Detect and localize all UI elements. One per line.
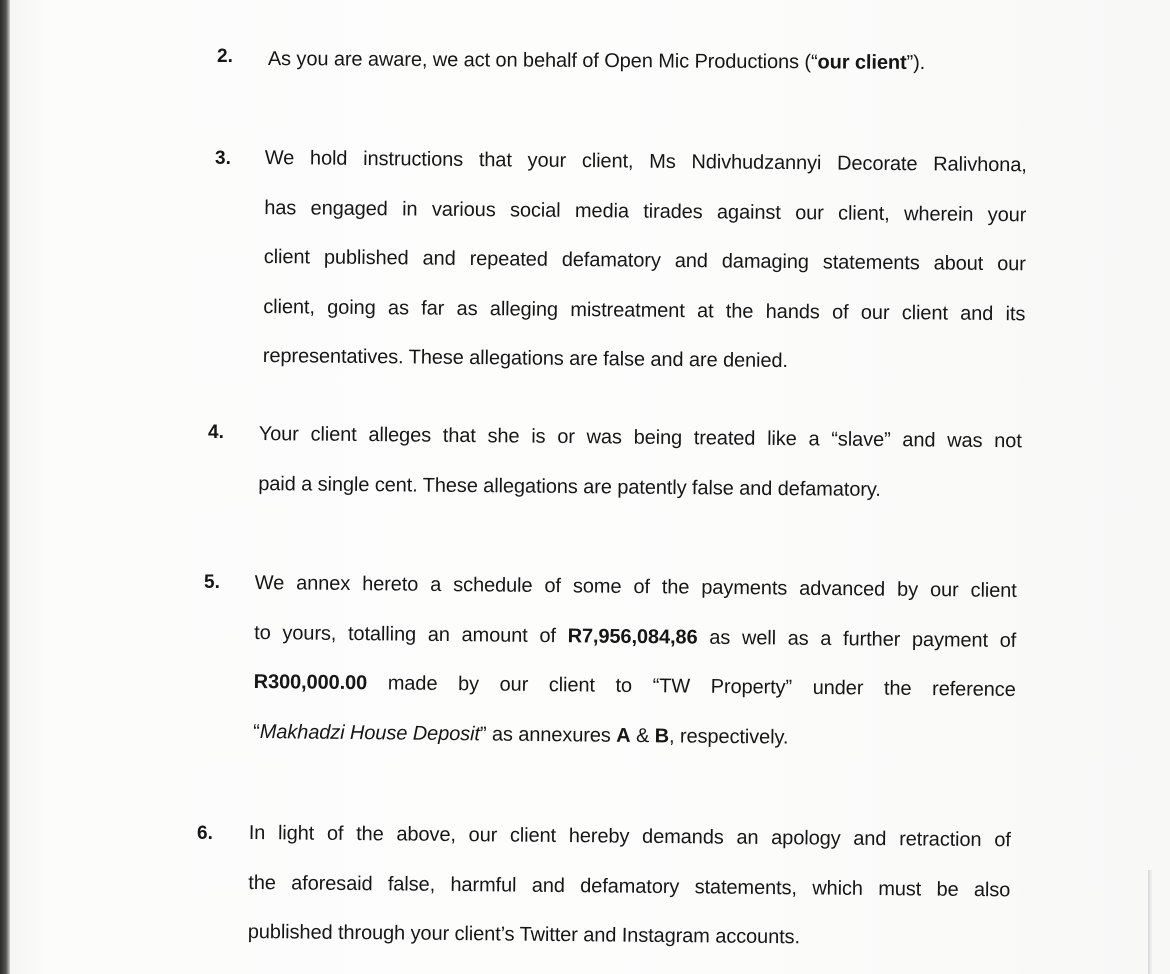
paragraph-line: representatives. These allegations are false and are denied.	[262, 344, 789, 373]
paragraph-line: paid a single cent. These allegations are patently false and defamatory.	[258, 472, 881, 501]
paragraph-line: client published and repeated defamatory and damaging statements about our	[263, 245, 1026, 276]
paragraph-body	[253, 559, 1017, 765]
paragraph-number: 5.	[204, 572, 220, 593]
paragraph-body	[268, 35, 1003, 89]
bold-text: B	[654, 724, 670, 747]
bold-text: R7,956,084,86	[567, 624, 698, 649]
paragraph-line: We hold instructions that your client, Ms Ndivhudzannyi Decorate Ralivhona,	[264, 146, 1027, 177]
paragraph-line: Your client alleges that she is or was being treated like a “slave” and was not	[258, 422, 1022, 453]
bold-text: A	[616, 724, 631, 747]
italic-text: Makhadzi House Deposit	[259, 720, 480, 745]
paragraph-line: published through your client’s Twitter and Instagram accounts.	[247, 920, 801, 949]
paragraph-line: In light of the above, our client hereby demands an apology and retraction of	[248, 821, 1011, 852]
paragraph-line: We annex hereto a schedule of some of the payments advanced by our client	[254, 571, 1017, 602]
paragraph-number: 3.	[215, 148, 231, 169]
paragraph-line: client, going as far as alleging mistreatment at the hands of our client and its	[263, 295, 1026, 325]
paragraph-line: to yours, totalling an amount of R7,956,084,86 as well as a further payment of	[254, 621, 1017, 652]
paragraph-line: “Makhadzi House Deposit” as annexures A & B, respectively.	[253, 720, 789, 749]
bold-text: our client	[817, 51, 907, 74]
paragraph-body	[258, 410, 1022, 516]
paragraph-line: R300,000.00 made by our client to “TW Property” under the reference	[253, 670, 1016, 701]
paragraph-number: 6.	[197, 823, 213, 844]
paragraph-number: 2.	[217, 46, 233, 67]
page-left-edge-shadow	[0, 0, 10, 974]
bold-text: R300,000.00	[253, 670, 368, 695]
paragraph-line: the aforesaid false, harmful and defamatory statements, which must be also	[248, 871, 1011, 901]
paragraph-body	[248, 809, 1011, 965]
page-right-edge-shadow	[1148, 870, 1152, 974]
paragraph-line: As you are aware, we act on behalf of Open Mic Productions (“our client”).	[267, 47, 926, 75]
paragraph-body	[263, 134, 1027, 389]
paragraph-number: 4.	[208, 422, 224, 443]
paragraph-line: has engaged in various social media tirades against our client, wherein your	[264, 196, 1027, 226]
